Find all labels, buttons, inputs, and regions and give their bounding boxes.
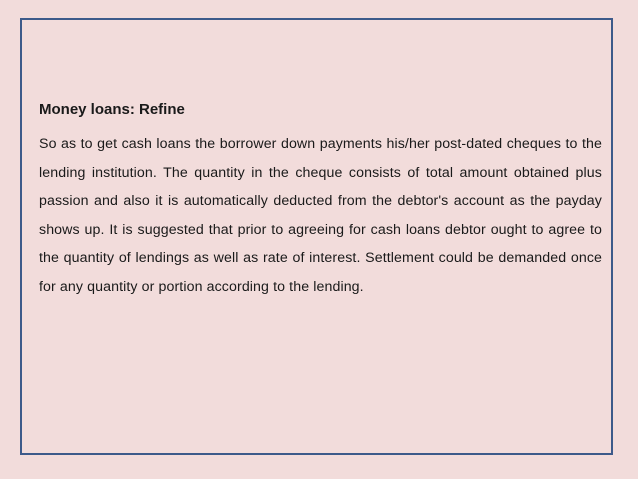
slide-paragraph: So as to get cash loans the borrower down payments his/her post-dated cheques to the lending institution. The quantity in the cheque consists of total amount obtained plus passion and also it is automatically deducted from the debtor's account as the payday shows up. It is suggested that prior to agreeing for cash loans debtor ought to agree to the quantity of lendings as well as rate of interest. Settlement could be demanded once for any quantity or portion according to the lending. xyxy=(39,136,602,295)
slide-content xyxy=(39,100,602,301)
slide-heading: Money loans: Refine xyxy=(39,101,185,118)
slide-frame xyxy=(20,18,613,455)
